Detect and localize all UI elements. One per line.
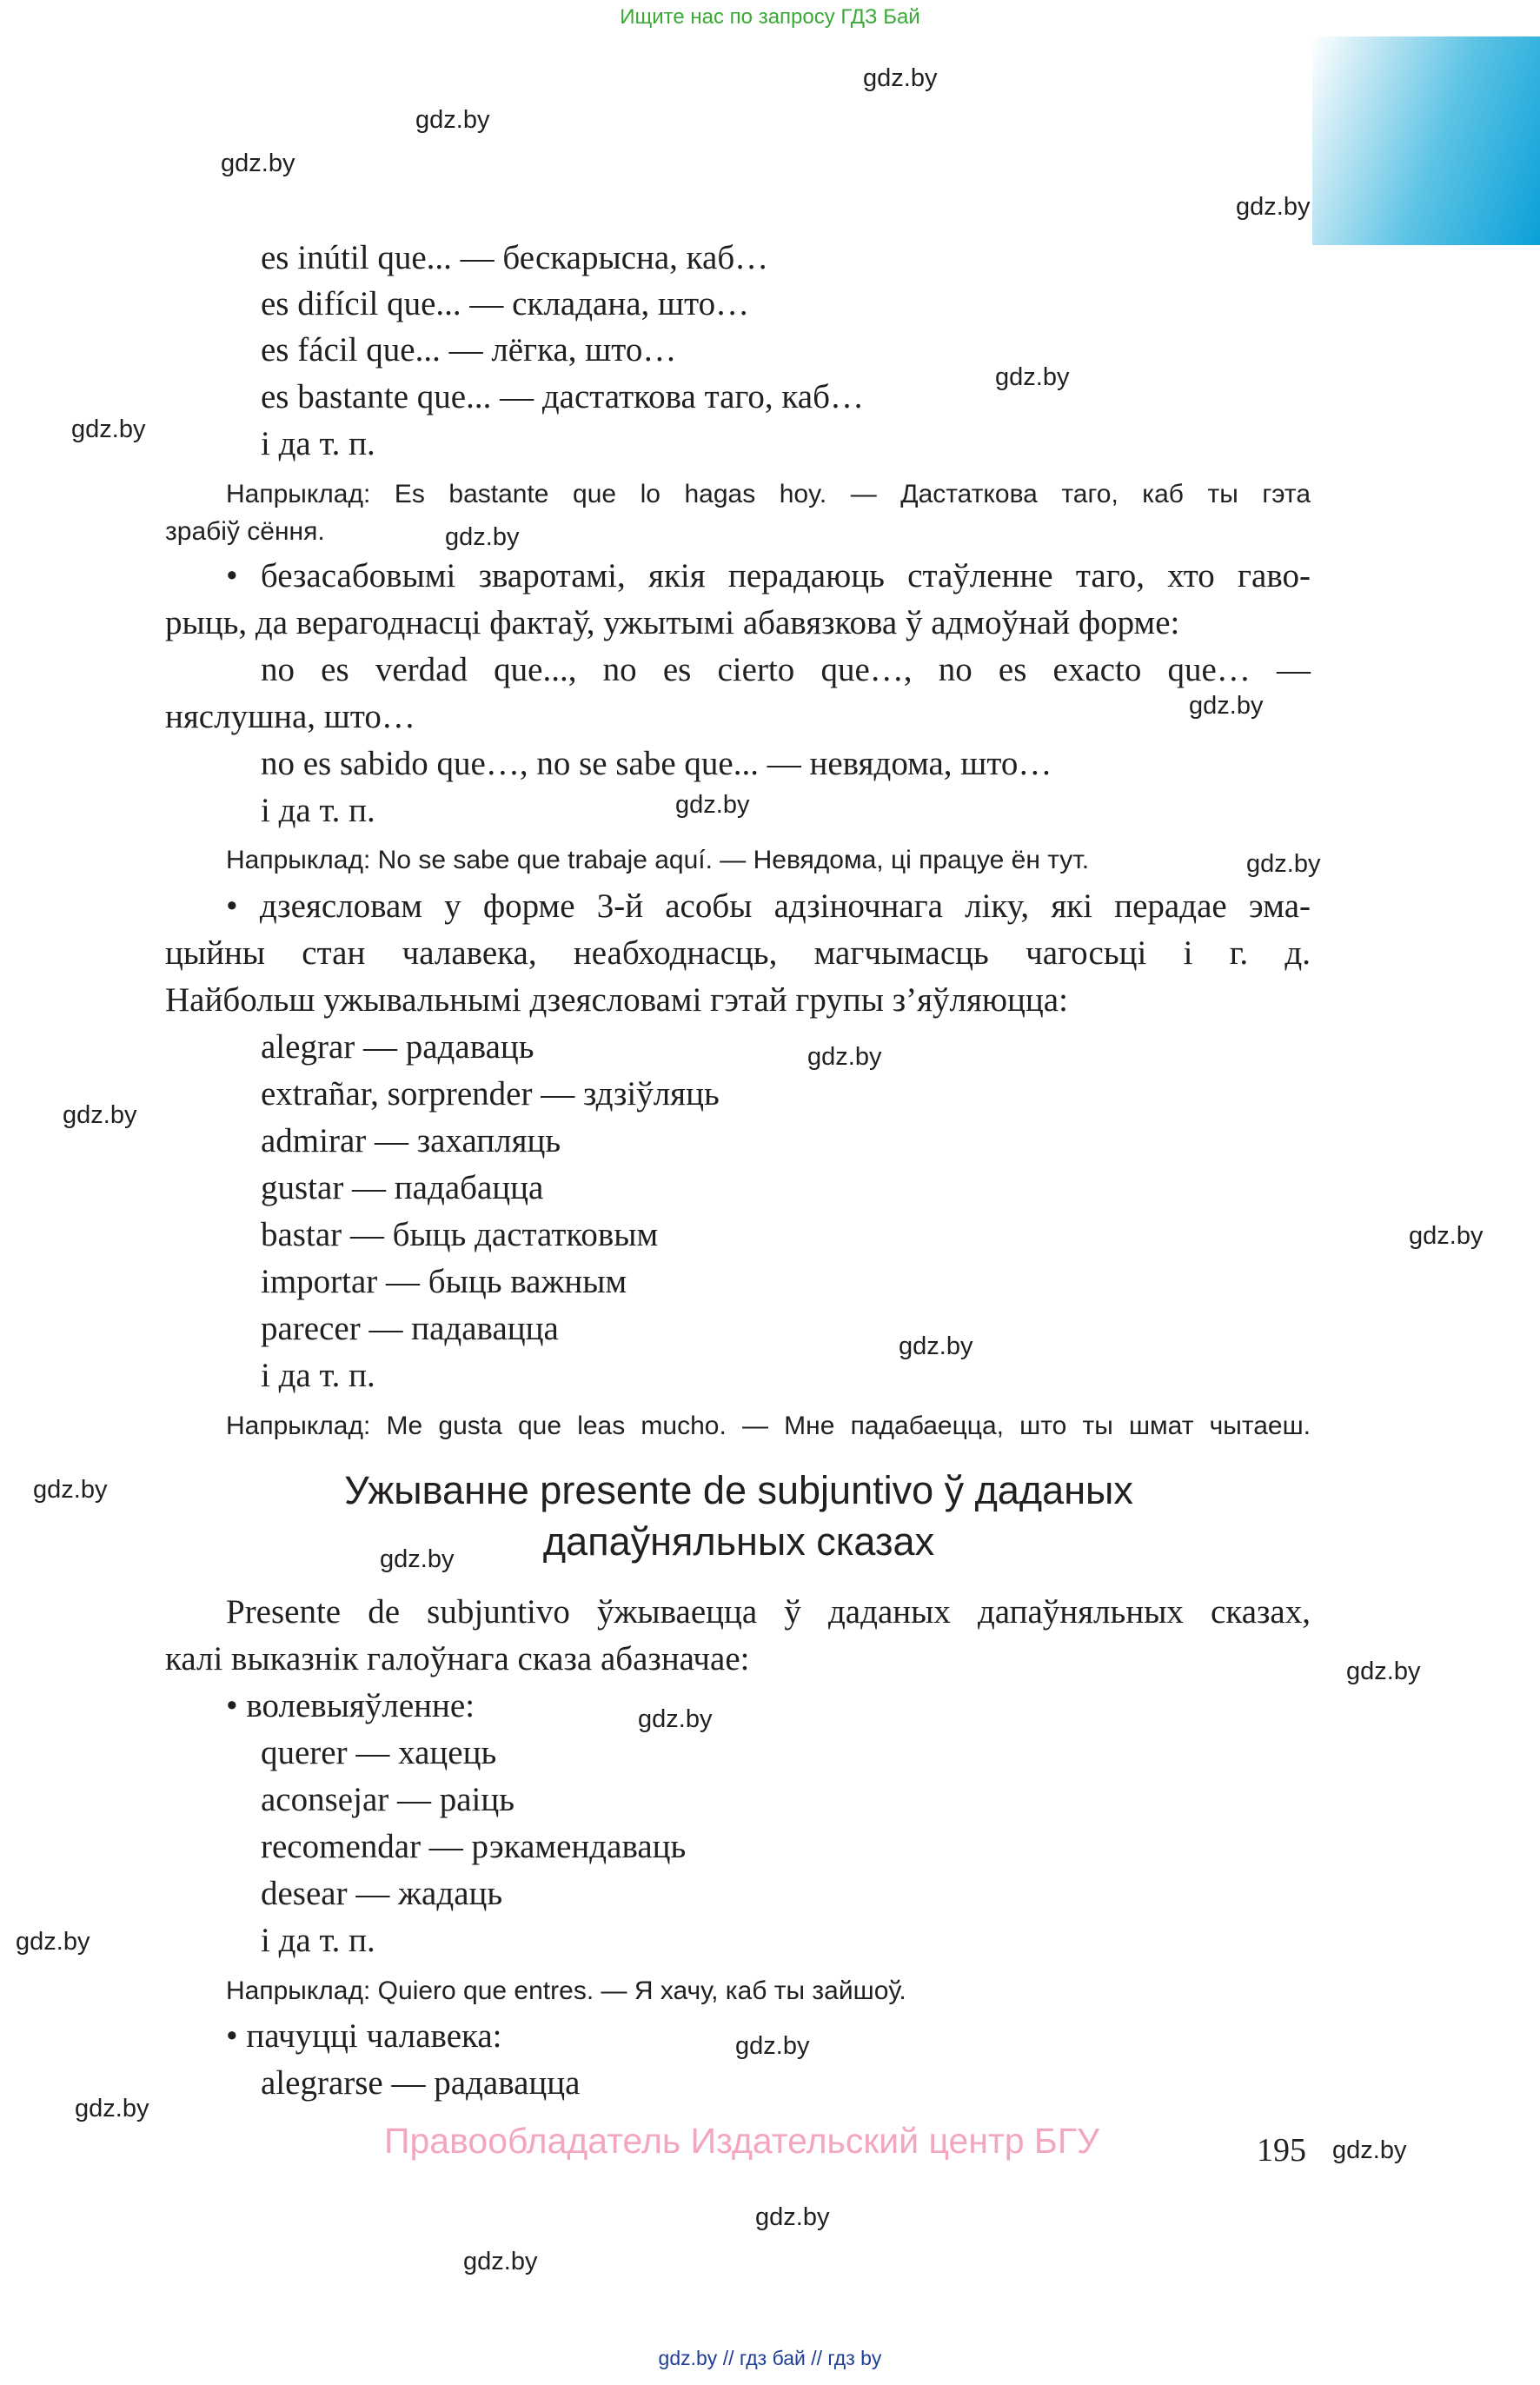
watermark: gdz.by	[675, 791, 750, 819]
text-line: alegrarse — радавацца	[261, 2064, 581, 2102]
paragraph-line: Найбольш ужывальнымі дзеясловамі гэтай групы з’яўляюцца:	[165, 981, 1068, 1019]
copyright-notice: Правообладатель Издательский центр БГУ	[384, 2121, 1100, 2161]
text-line: importar — быць важным	[261, 1263, 627, 1300]
bullet-paragraph-line: • безасабовымі зваротамі, якія перадаюць стаўленне таго, хто гаво-	[226, 557, 1311, 595]
watermark: gdz.by	[463, 2248, 538, 2275]
text-line: admirar — захапляць	[261, 1122, 561, 1159]
text-line: няслушна, што…	[165, 698, 415, 735]
text-line: es fácil que... — лёгка, што…	[261, 331, 677, 369]
text-line: desear — жадаць	[261, 1875, 503, 1912]
text-line: recomendar — рэкамендаваць	[261, 1828, 687, 1865]
text-line: parecer — падавацца	[261, 1310, 559, 1347]
paragraph-line: цыйны стан чалавека, неабходнасць, магчымасць чагосьці і г. д.	[165, 934, 1311, 972]
watermark: gdz.by	[1346, 1658, 1421, 1685]
paragraph-line: рыць, да верагоднасці фактаў, ужытымі абавязкова ў адмоўнай форме:	[165, 604, 1180, 641]
watermark: gdz.by	[735, 2032, 810, 2060]
section-heading: Ужыванне presente de subjuntivo ў даданых	[344, 1468, 1133, 1512]
watermark: gdz.by	[755, 2203, 830, 2231]
text-line: і да т. п.	[261, 792, 375, 829]
watermark: gdz.by	[638, 1705, 713, 1733]
watermark: gdz.by	[221, 149, 295, 177]
watermark: gdz.by	[75, 2095, 149, 2123]
example-line: Напрыклад: Quiero que entres. — Я хачу, каб ты зайшоў.	[226, 1976, 906, 2005]
watermark: gdz.by	[380, 1545, 455, 1573]
text-line: і да т. п.	[261, 425, 375, 462]
text-line: extrañar, sorprender — здзіўляць	[261, 1075, 720, 1113]
watermark: gdz.by	[1236, 193, 1311, 221]
footer-links[interactable]: gdz.by // гдз бай // гдз by	[658, 2347, 882, 2369]
section-heading: дапаўняльных сказах	[542, 1519, 935, 1564]
example-line: Напрыклад: No se sabe que trabaje aquí. — Невядома, ці працуе ён тут.	[226, 846, 1090, 874]
corner-gradient-decoration	[1312, 37, 1540, 245]
text-line: es inútil que... — бескарысна, каб…	[261, 239, 769, 276]
watermark: gdz.by	[995, 363, 1070, 391]
paragraph-line: калі выказнік галоўнага сказа абазначае:	[165, 1640, 750, 1677]
watermark: gdz.by	[33, 1476, 108, 1504]
watermark: gdz.by	[1409, 1222, 1484, 1250]
watermark: gdz.by	[71, 415, 146, 443]
watermark: gdz.by	[1189, 692, 1264, 720]
text-line: і да т. п.	[261, 1357, 375, 1394]
page-number: 195	[1257, 2132, 1306, 2169]
text-line: es difícil que... — складана, што…	[261, 285, 750, 322]
watermark: gdz.by	[16, 1928, 90, 1956]
paragraph-line: Presente de subjuntivo ўжываецца ў даданых дапаўняльных сказах,	[226, 1593, 1311, 1631]
example-line: Напрыклад: Es bastante que lo hagas hoy. — Дастаткова таго, каб ты гэта	[226, 480, 1311, 508]
text-line: es bastante que... — дастаткова таго, каб…	[261, 378, 864, 415]
watermark: gdz.by	[415, 106, 490, 134]
example-line: Напрыклад: Me gusta que leas mucho. — Мне падабаецца, што ты шмат чытаеш.	[226, 1412, 1311, 1440]
text-line: aconsejar — раіць	[261, 1781, 515, 1818]
top-banner[interactable]: Ищите нас по запросу ГДЗ Бай	[620, 5, 920, 29]
text-line: і да т. п.	[261, 1922, 375, 1959]
watermark: gdz.by	[1246, 850, 1321, 878]
bullet-line: • пачуцці чалавека:	[226, 2017, 502, 2055]
watermark: gdz.by	[1332, 2136, 1407, 2164]
text-line: bastar — быць дастатковым	[261, 1216, 659, 1253]
watermark: gdz.by	[863, 64, 938, 92]
bullet-line: • волевыяўленне:	[226, 1687, 475, 1724]
text-line: gustar — падабацца	[261, 1169, 544, 1206]
text-line: alegrar — радаваць	[261, 1028, 534, 1066]
bullet-paragraph-line: • дзеясловам у форме 3-й асобы адзіночнага ліку, які перадае эма-	[226, 887, 1311, 925]
watermark: gdz.by	[445, 523, 520, 551]
watermark: gdz.by	[899, 1332, 973, 1360]
example-line: зрабіў сёння.	[165, 517, 325, 546]
text-line: no es sabido que…, no se sabe que... — невядома, што…	[261, 745, 1052, 782]
text-line: querer — хацець	[261, 1734, 497, 1771]
watermark: gdz.by	[63, 1101, 137, 1129]
watermark: gdz.by	[807, 1043, 882, 1071]
text-line: no es verdad que..., no es cierto que…, no es exacto que… —	[261, 651, 1311, 688]
